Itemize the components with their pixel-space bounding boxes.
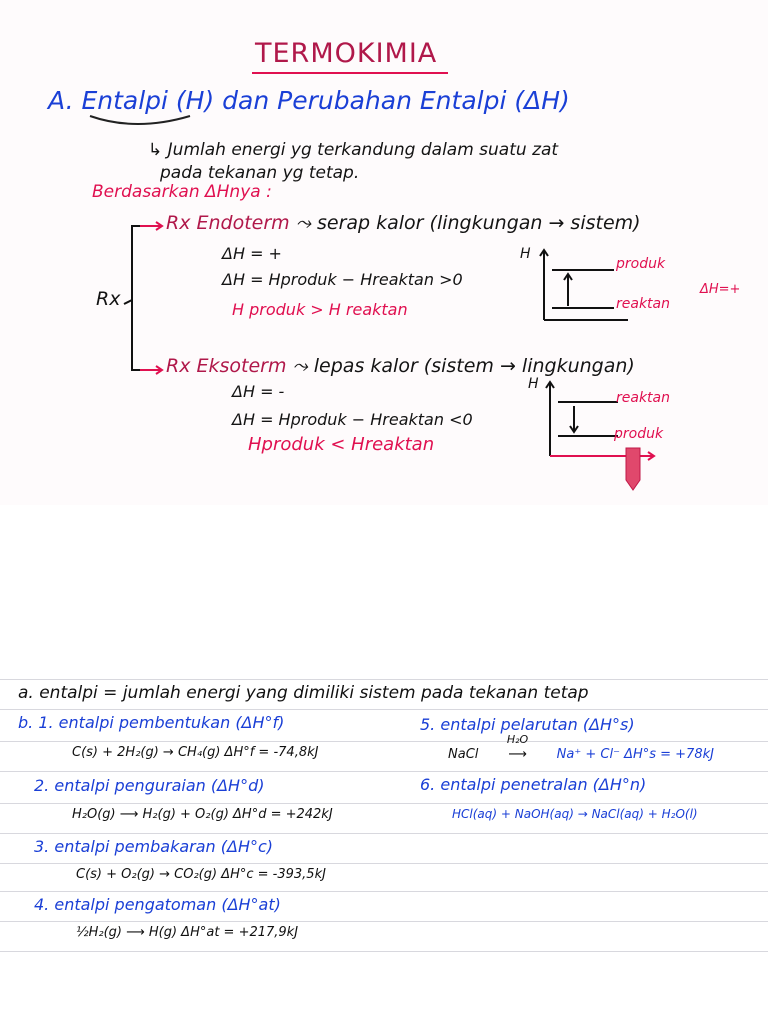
item-b4-title: 4. entalpi pengatoman (ΔH°at) (34, 895, 281, 914)
exo-level-produk: produk (614, 426, 664, 442)
endo-axis-label: H (520, 246, 531, 262)
heading-brace (86, 110, 196, 132)
exo-dh-formula: ΔH = Hproduk − Hreaktan <0 (232, 410, 473, 429)
item-b2-title: 2. entalpi penguraian (ΔH°d) (34, 776, 265, 795)
rule-line (0, 951, 768, 952)
definition-arrow-icon: ↳ (148, 140, 163, 160)
eksoterm-title: Rx Eksoterm ⤳ lepas kalor (sistem → lingkungan) (166, 355, 635, 377)
rule-line (0, 803, 768, 804)
title-underline (252, 72, 448, 74)
item-b3-equation: C(s) + O₂(g) → CO₂(g) ΔH°c = -393,5kJ (76, 867, 326, 882)
endo-comparison: H produk > H reaktan (232, 300, 408, 319)
exo-comparison: Hproduk < Hreaktan (248, 434, 435, 455)
bottom-notes-panel (0, 655, 768, 955)
item-b5-equation: NaCl H₂O ⟶ Na⁺ + Cl⁻ ΔH°s = +78kJ (448, 733, 714, 762)
rx-label: Rx (96, 288, 121, 310)
endoterm-title: Rx Endoterm ⤳ serap kalor (lingkungan → sistem) (166, 212, 641, 234)
endo-side-note: ΔH=+ (700, 282, 741, 297)
exo-axis-label: H (528, 376, 539, 392)
based-on-label: Berdasarkan ΔHnya : (92, 182, 272, 202)
rule-line (0, 771, 768, 772)
rx-brace-bracket (122, 220, 172, 380)
rule-line (0, 679, 768, 680)
item-b2-equation: H₂O(g) ⟶ H₂(g) + O₂(g) ΔH°d = +242kJ (72, 807, 333, 822)
item-b6-title: 6. entalpi penetralan (ΔH°n) (420, 775, 647, 794)
arrow-icon: ⟶ (508, 747, 527, 762)
item-b1-title: b. 1. entalpi pembentukan (ΔH°f) (18, 713, 285, 732)
pen-cursor-icon (620, 446, 646, 492)
endo-dh-formula: ΔH = Hproduk − Hreaktan >0 (222, 270, 463, 289)
page-title: TERMOKIMIA (255, 38, 438, 69)
item-b5-title: 5. entalpi pelarutan (ΔH°s) (420, 715, 635, 734)
definition-text-2: pada tekanan yg tetap. (160, 163, 360, 183)
rule-line (0, 863, 768, 864)
item-b4-equation: ½H₂(g) ⟶ H(g) ΔH°at = +217,9kJ (76, 925, 299, 940)
squiggle-arrow-icon: ⤳ (295, 212, 317, 234)
exo-dh-sign: ΔH = - (232, 382, 285, 401)
rule-line (0, 921, 768, 922)
rule-line (0, 891, 768, 892)
item-b3-title: 3. entalpi pembakaran (ΔH°c) (34, 837, 274, 856)
top-notes-panel (0, 0, 768, 505)
item-b1-equation: C(s) + 2H₂(g) → CH₄(g) ΔH°f = -74,8kJ (72, 745, 319, 760)
reaction-arrow-with-label: H₂O ⟶ (506, 733, 529, 762)
endo-dh-sign: ΔH = + (222, 244, 282, 263)
item-b6-equation: HCl(aq) + NaOH(aq) → NaCl(aq) + H₂O(l) (452, 807, 698, 821)
section-heading: A. Entalpi (H) dan Perubahan Entalpi (ΔH) (48, 86, 570, 115)
endo-level-reaktan: reaktan (616, 296, 670, 312)
rule-line (0, 833, 768, 834)
endo-level-produk: produk (616, 256, 666, 272)
exo-level-reaktan: reaktan (616, 390, 670, 406)
squiggle-arrow-icon: ⤳ (292, 355, 314, 377)
rule-line (0, 709, 768, 710)
definition-a: a. entalpi = jumlah energi yang dimiliki sistem pada tekanan tetap (18, 683, 589, 703)
rule-line (0, 741, 768, 742)
definition-text: ↳ Jumlah energi yg terkandung dalam suatu zat (148, 140, 559, 160)
